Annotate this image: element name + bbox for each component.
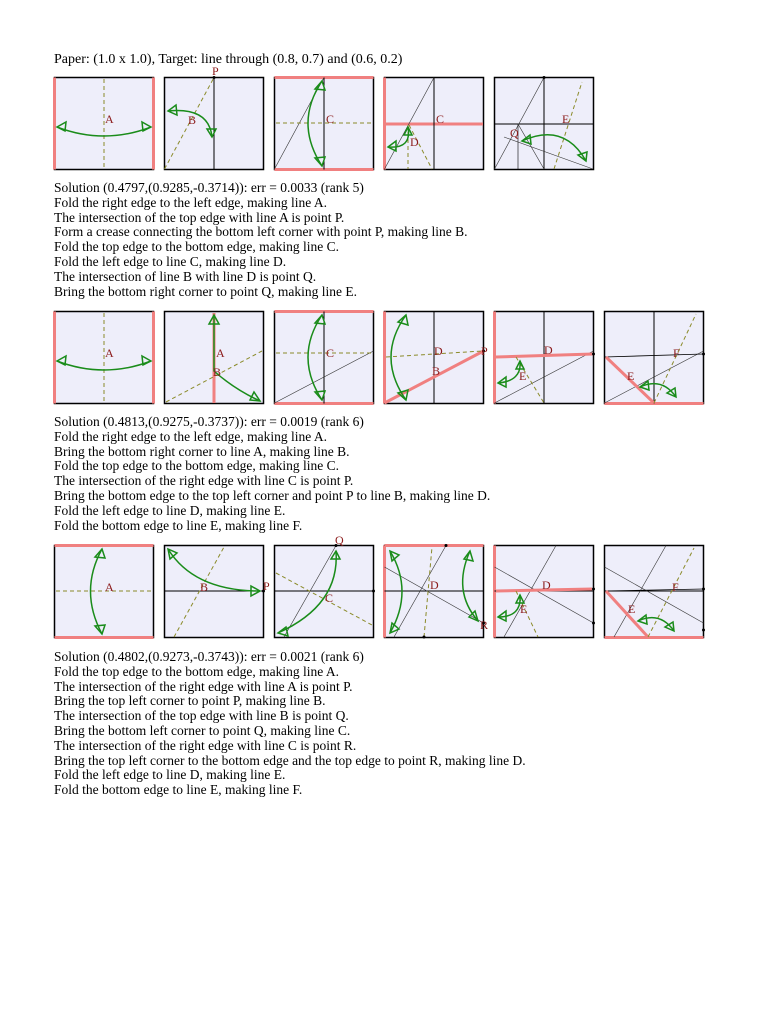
diagram-3-3	[274, 533, 374, 639]
solution-step: Fold the left edge to line D, making line E.	[54, 502, 286, 518]
solution-step: The intersection of the right edge with line C is point P.	[54, 473, 354, 489]
solution-3	[54, 650, 526, 798]
diagram-label: F	[673, 346, 680, 360]
diagram-label: D	[542, 578, 551, 592]
solution-step: Bring the top left corner to point P, making line B.	[54, 693, 326, 709]
diagram-label: P	[263, 579, 270, 593]
solution-step: The intersection of the right edge with line C is point R.	[54, 737, 357, 753]
solution-step: Fold the right edge to the left edge, making line A.	[54, 428, 327, 444]
diagram-label: C	[325, 591, 334, 605]
diagram-1-1	[54, 77, 154, 171]
diagram-label: B	[188, 113, 197, 127]
diagram-3-2	[164, 545, 270, 639]
diagram-2-2	[164, 311, 264, 405]
diagram-label: D	[434, 344, 443, 358]
solution-step: Bring the bottom edge to the top left corner and point P to line B, making line D.	[54, 487, 491, 503]
solution-step: Bring the bottom right corner to point Q, making line E.	[54, 283, 357, 299]
diagram-2-5	[494, 311, 594, 405]
diagram-2-1	[54, 311, 154, 405]
diagram-2-4	[384, 311, 488, 405]
solution-1	[54, 181, 468, 299]
diagram-label: D	[430, 578, 439, 592]
diagram-row-1	[54, 64, 714, 171]
diagram-row-2	[54, 311, 714, 405]
diagram-label: A	[105, 346, 114, 360]
diagram-label: C	[436, 112, 445, 126]
solution-step: Fold the top edge to the bottom edge, making line A.	[54, 663, 339, 679]
diagram-label: F	[672, 580, 679, 594]
solution-step: The intersection of line B with line D is point Q.	[54, 268, 317, 284]
diagram-3-1	[54, 545, 154, 639]
diagram-label: E	[562, 112, 570, 126]
solution-step: Bring the bottom left corner to point Q, making line C.	[54, 722, 351, 738]
diagram-1-2	[164, 64, 264, 171]
diagram-3-5	[494, 545, 594, 639]
solution-step: Form a crease connecting the bottom left corner with point P, making line B.	[54, 224, 468, 240]
solution-step: Bring the bottom right corner to line A, making line B.	[54, 443, 350, 459]
diagram-label: A	[105, 112, 114, 126]
solution-step: Fold the left edge to line D, making line E.	[54, 767, 286, 783]
diagram-label: P	[481, 344, 488, 358]
diagram-label: C	[326, 346, 335, 360]
diagram-3-6	[604, 545, 704, 639]
target-header: Paper: (1.0 x 1.0), Target: line through (0.8, 0.7) and (0.6, 0.2)	[54, 52, 403, 67]
diagram-label: Q	[335, 533, 344, 547]
diagram-1-3	[274, 77, 374, 171]
solution-step: The intersection of the top edge with line A is point P.	[54, 209, 345, 225]
diagram-label: C	[326, 112, 335, 126]
diagram-label: D	[544, 343, 553, 357]
diagram-label: A	[105, 580, 114, 594]
solution-step: Fold the bottom edge to line E, making line F.	[54, 517, 303, 533]
diagram-label: B	[200, 580, 209, 594]
diagram-label: E	[627, 369, 635, 383]
solution-step: Fold the top edge to the bottom edge, making line C.	[54, 458, 339, 474]
diagram-label: B	[432, 364, 441, 378]
diagram-1-5	[494, 77, 594, 171]
diagram-label: P	[212, 64, 219, 78]
diagram-label: Q	[510, 126, 519, 140]
diagram-label: B	[213, 365, 222, 379]
solution-2	[54, 415, 490, 533]
diagram-label: D	[410, 135, 419, 149]
solution-step: The intersection of the top edge with line B is point Q.	[54, 708, 349, 724]
diagram-row-3	[54, 533, 714, 639]
diagram-label: R	[480, 618, 489, 632]
diagram-3-4	[384, 545, 489, 639]
diagram-label: E	[519, 369, 527, 383]
diagram-2-6	[604, 311, 704, 405]
solution-summary: Solution (0.4813,(0.9275,-0.3737)): err = 0.0019 (rank 6)	[54, 414, 364, 429]
solution-step: Fold the top edge to the bottom edge, making line C.	[54, 239, 339, 255]
solution-step: Fold the right edge to the left edge, making line A.	[54, 194, 327, 210]
diagram-label: E	[520, 602, 528, 616]
diagram-1-4	[384, 77, 484, 171]
diagram-2-3	[274, 311, 374, 405]
solution-step: The intersection of the right edge with line A is point P.	[54, 678, 353, 694]
solution-step: Fold the bottom edge to line E, making line F.	[54, 782, 303, 798]
diagram-label: A	[216, 346, 225, 360]
solution-step: Fold the left edge to line C, making line D.	[54, 253, 287, 269]
solution-summary: Solution (0.4802,(0.9273,-0.3743)): err = 0.0021 (rank 6)	[54, 649, 364, 664]
diagram-label: E	[628, 602, 636, 616]
solution-summary: Solution (0.4797,(0.9285,-0.3714)): err = 0.0033 (rank 5)	[54, 180, 364, 195]
solution-step: Bring the top left corner to the bottom edge and the top edge to point R, making line D.	[54, 752, 526, 768]
